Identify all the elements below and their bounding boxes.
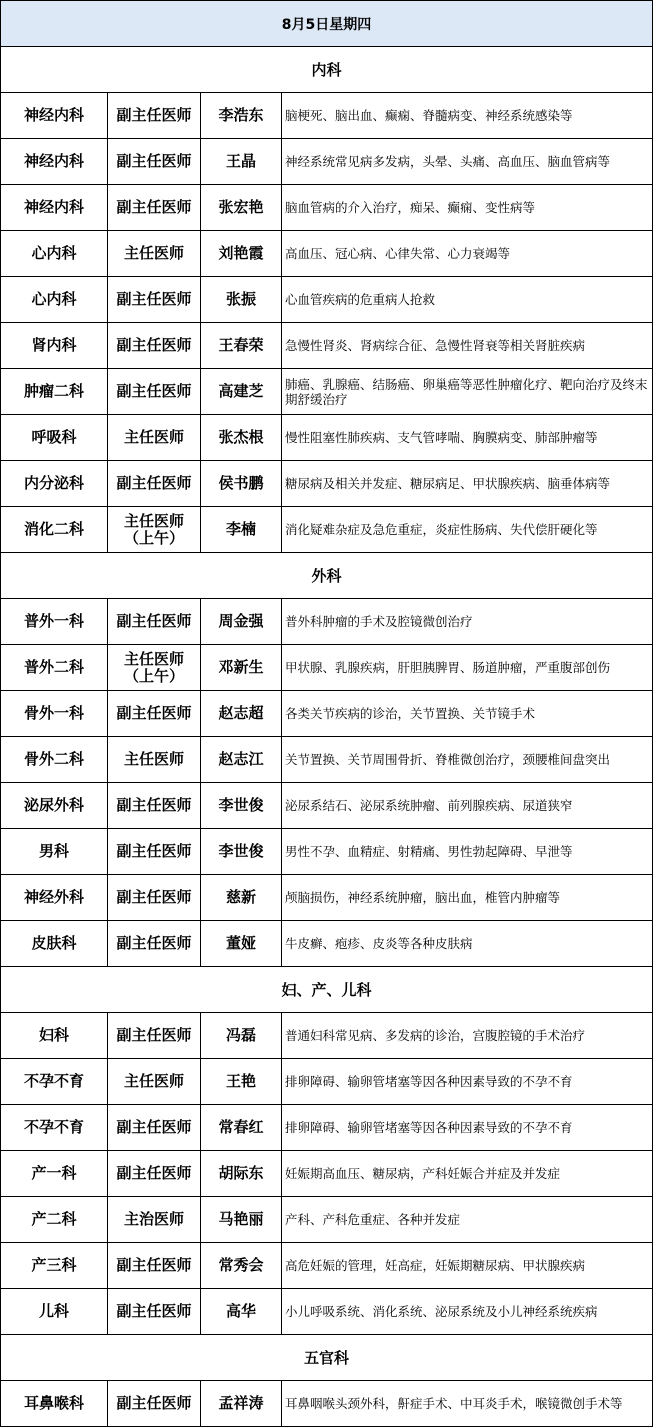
doctor-name-cell: 邓新生 <box>201 645 282 691</box>
section-title: 妇、产、儿科 <box>1 967 653 1013</box>
specialty-cell: 关节置换、关节周围骨折、脊椎微创治疗，颈腰椎间盘突出 <box>282 737 653 783</box>
department-cell: 骨外二科 <box>1 737 108 783</box>
doctor-name-cell: 李世俊 <box>201 783 282 829</box>
table-row <box>1 921 653 967</box>
doctor-title: 副主任医师 <box>116 934 192 952</box>
specialty-cell: 高危妊娠的管理，妊高症，妊娠期糖尿病、甲状腺疾病 <box>282 1243 653 1289</box>
department-cell: 消化二科 <box>1 507 108 553</box>
doctor-title: 主任医师 <box>123 649 184 668</box>
section-title: 内科 <box>1 47 653 93</box>
section-title: 五官科 <box>1 1335 653 1381</box>
table-row <box>1 323 653 369</box>
doctor-title-cell <box>108 875 201 921</box>
doctor-name-cell: 李浩东 <box>201 93 282 139</box>
department-cell: 肿瘤二科 <box>1 369 108 415</box>
section-row <box>1 967 653 1013</box>
department-cell: 普外一科 <box>1 599 108 645</box>
table-row <box>1 231 653 277</box>
doctor-name-cell: 高建芝 <box>201 369 282 415</box>
department-cell: 心内科 <box>1 231 108 277</box>
doctor-name-cell: 常春红 <box>201 1105 282 1151</box>
doctor-title-cell <box>108 829 201 875</box>
doctor-title: 主任医师 <box>123 244 184 262</box>
table-row <box>1 1013 653 1059</box>
table-row <box>1 1243 653 1289</box>
table-row <box>1 737 653 783</box>
doctor-name-cell: 周金强 <box>201 599 282 645</box>
department-cell: 泌尿外科 <box>1 783 108 829</box>
doctor-name-cell: 马艳丽 <box>201 1197 282 1243</box>
specialty-cell: 泌尿系结石、泌尿系统肿瘤、前列腺疾病、尿道狭窄 <box>282 783 653 829</box>
doctor-title: 副主任医师 <box>116 290 192 308</box>
department-cell: 神经内科 <box>1 93 108 139</box>
doctor-title: 主任医师 <box>123 428 184 446</box>
doctor-title: 副主任医师 <box>116 796 192 814</box>
doctor-title: 副主任医师 <box>116 1118 192 1136</box>
department-cell: 男科 <box>1 829 108 875</box>
doctor-name-cell: 胡际东 <box>201 1151 282 1197</box>
table-row <box>1 599 653 645</box>
doctor-name-cell: 王春荣 <box>201 323 282 369</box>
specialty-cell: 慢性阻塞性肺疾病、支气管哮喘、胸膜病变、肺部肿瘤等 <box>282 415 653 461</box>
specialty-cell: 脑梗死、脑出血、癫痫、脊髓病变、神经系统感染等 <box>282 93 653 139</box>
specialty-cell: 牛皮癣、疱疹、皮炎等各种皮肤病 <box>282 921 653 967</box>
table-row <box>1 1197 653 1243</box>
department-cell: 神经内科 <box>1 139 108 185</box>
doctor-title-cell <box>108 1289 201 1335</box>
specialty-cell: 心血管疾病的危重病人抢救 <box>282 277 653 323</box>
doctor-title-cell <box>108 783 201 829</box>
table-row <box>1 369 653 415</box>
doctor-name-cell: 张杰根 <box>201 415 282 461</box>
doctor-title: 主任医师 <box>123 750 184 768</box>
doctor-title-cell <box>108 737 201 783</box>
table-row <box>1 783 653 829</box>
doctor-name-cell: 赵志超 <box>201 691 282 737</box>
specialty-cell: 排卵障碍、输卵管堵塞等因各种因素导致的不孕不育 <box>282 1059 653 1105</box>
department-cell: 儿科 <box>1 1289 108 1335</box>
doctor-title: 副主任医师 <box>116 198 192 216</box>
table-row <box>1 277 653 323</box>
doctor-title-cell <box>108 1105 201 1151</box>
doctor-name-cell: 张振 <box>201 277 282 323</box>
section-row <box>1 1335 653 1381</box>
doctor-name-cell: 李楠 <box>201 507 282 553</box>
doctor-name-cell: 董娅 <box>201 921 282 967</box>
table-row <box>1 461 653 507</box>
section-row <box>1 553 653 599</box>
doctor-title: 副主任医师 <box>116 1026 192 1044</box>
specialty-cell: 糖尿病及相关并发症、糖尿病足、甲状腺疾病、脑垂体病等 <box>282 461 653 507</box>
doctor-title-cell <box>108 1013 201 1059</box>
department-cell: 产三科 <box>1 1243 108 1289</box>
department-cell: 呼吸科 <box>1 415 108 461</box>
specialty-cell: 普通妇科常见病、多发病的诊治，宫腹腔镜的手术治疗 <box>282 1013 653 1059</box>
doctor-title: 副主任医师 <box>116 704 192 722</box>
table-row <box>1 1289 653 1335</box>
specialty-cell: 肺癌、乳腺癌、结肠癌、卵巢癌等恶性肿瘤化疗、靶向治疗及终末期舒缓治疗 <box>282 369 653 415</box>
table-row <box>1 875 653 921</box>
date-row <box>1 1 653 47</box>
department-cell: 肾内科 <box>1 323 108 369</box>
doctor-title-cell <box>108 599 201 645</box>
doctor-title-cell <box>108 1059 201 1105</box>
doctor-title: 副主任医师 <box>116 336 192 354</box>
doctor-title-cell <box>108 323 201 369</box>
doctor-title-cell <box>108 139 201 185</box>
table-row <box>1 691 653 737</box>
doctor-title: 副主任医师 <box>116 888 192 906</box>
table-row <box>1 1059 653 1105</box>
doctor-title-cell <box>108 185 201 231</box>
doctor-name-cell: 慈新 <box>201 875 282 921</box>
doctor-title: 主任医师 <box>123 1072 184 1090</box>
doctor-title: 副主任医师 <box>116 382 192 400</box>
specialty-cell: 妊娠期高血压、糖尿病，产科妊娠合并症及并发症 <box>282 1151 653 1197</box>
doctor-name-cell: 高华 <box>201 1289 282 1335</box>
doctor-title: 副主任医师 <box>116 106 192 124</box>
specialty-cell: 男性不孕、血精症、射精痛、男性勃起障碍、早泄等 <box>282 829 653 875</box>
department-cell: 普外二科 <box>1 645 108 691</box>
doctor-title-cell <box>108 461 201 507</box>
department-cell: 妇科 <box>1 1013 108 1059</box>
department-cell: 皮肤科 <box>1 921 108 967</box>
doctor-title: 副主任医师 <box>116 1394 192 1412</box>
doctor-title-cell <box>108 507 201 553</box>
specialty-cell: 脑血管病的介入治疗，痴呆、癫痫、变性病等 <box>282 185 653 231</box>
table-row <box>1 415 653 461</box>
specialty-cell: 神经系统常见病多发病，头晕、头痛、高血压、脑血管病等 <box>282 139 653 185</box>
table-row <box>1 1381 653 1427</box>
date-header: 8月5日星期四 <box>1 1 653 47</box>
doctor-name-cell: 刘艳霞 <box>201 231 282 277</box>
doctor-title-cell <box>108 415 201 461</box>
doctor-name-cell: 孟祥涛 <box>201 1381 282 1427</box>
doctor-name-cell: 王艳 <box>201 1059 282 1105</box>
doctor-title: 主治医师 <box>123 1210 184 1228</box>
table-row <box>1 645 653 691</box>
specialty-cell: 甲状腺、乳腺疾病，肝胆胰脾胃、肠道肿瘤，严重腹部创伤 <box>282 645 653 691</box>
doctor-title-cell <box>108 1151 201 1197</box>
session-note: （上午） <box>123 528 184 547</box>
schedule-body <box>1 1 653 1427</box>
table-row <box>1 1105 653 1151</box>
doctor-name-cell: 赵志江 <box>201 737 282 783</box>
table-row <box>1 93 653 139</box>
department-cell: 神经外科 <box>1 875 108 921</box>
doctor-title-cell <box>108 691 201 737</box>
specialty-cell: 颅脑损伤，神经系统肿瘤，脑出血，椎管内肿瘤等 <box>282 875 653 921</box>
doctor-title-cell <box>108 1243 201 1289</box>
specialty-cell: 耳鼻咽喉头颈外科，鼾症手术、中耳炎手术，喉镜微创手术等 <box>282 1381 653 1427</box>
specialty-cell: 普外科肿瘤的手术及腔镜微创治疗 <box>282 599 653 645</box>
session-note: （上午） <box>123 666 184 685</box>
specialty-cell: 高血压、冠心病、心律失常、心力衰竭等 <box>282 231 653 277</box>
doctor-title: 副主任医师 <box>116 1302 192 1320</box>
specialty-cell: 消化疑难杂症及急危重症，炎症性肠病、失代偿肝硬化等 <box>282 507 653 553</box>
department-cell: 不孕不育 <box>1 1105 108 1151</box>
doctor-name-cell: 常秀会 <box>201 1243 282 1289</box>
department-cell: 内分泌科 <box>1 461 108 507</box>
doctor-title: 副主任医师 <box>116 1256 192 1274</box>
specialty-cell: 各类关节疾病的诊治，关节置换、关节镜手术 <box>282 691 653 737</box>
doctor-title-cell <box>108 231 201 277</box>
doctor-title-cell <box>108 645 201 691</box>
section-row <box>1 47 653 93</box>
table-row <box>1 185 653 231</box>
table-row <box>1 1151 653 1197</box>
doctor-title: 主任医师 <box>123 511 184 530</box>
doctor-title-cell <box>108 93 201 139</box>
doctor-title-cell <box>108 1197 201 1243</box>
doctor-title-cell <box>108 921 201 967</box>
doctor-name-cell: 张宏艳 <box>201 185 282 231</box>
department-cell: 耳鼻喉科 <box>1 1381 108 1427</box>
department-cell: 产二科 <box>1 1197 108 1243</box>
specialty-cell: 急慢性肾炎、肾病综合征、急慢性肾衰等相关肾脏疾病 <box>282 323 653 369</box>
doctor-name-cell: 王晶 <box>201 139 282 185</box>
table-row <box>1 507 653 553</box>
doctor-title: 副主任医师 <box>116 474 192 492</box>
specialty-cell: 小儿呼吸系统、消化系统、泌尿系统及小儿神经系统疾病 <box>282 1289 653 1335</box>
section-title: 外科 <box>1 553 653 599</box>
department-cell: 神经内科 <box>1 185 108 231</box>
doctor-name-cell: 李世俊 <box>201 829 282 875</box>
doctor-title: 副主任医师 <box>116 1164 192 1182</box>
doctor-title: 副主任医师 <box>116 152 192 170</box>
department-cell: 不孕不育 <box>1 1059 108 1105</box>
department-cell: 产一科 <box>1 1151 108 1197</box>
doctor-title-cell <box>108 277 201 323</box>
doctor-title: 副主任医师 <box>116 612 192 630</box>
doctor-title-cell <box>108 369 201 415</box>
department-cell: 心内科 <box>1 277 108 323</box>
doctor-name-cell: 侯书鹏 <box>201 461 282 507</box>
doctor-name-cell: 冯磊 <box>201 1013 282 1059</box>
table-row <box>1 829 653 875</box>
doctor-title: 副主任医师 <box>116 842 192 860</box>
table-row <box>1 139 653 185</box>
specialty-cell: 产科、产科危重症、各种并发症 <box>282 1197 653 1243</box>
specialty-cell: 排卵障碍、输卵管堵塞等因各种因素导致的不孕不育 <box>282 1105 653 1151</box>
department-cell: 骨外一科 <box>1 691 108 737</box>
doctor-title-cell <box>108 1381 201 1427</box>
